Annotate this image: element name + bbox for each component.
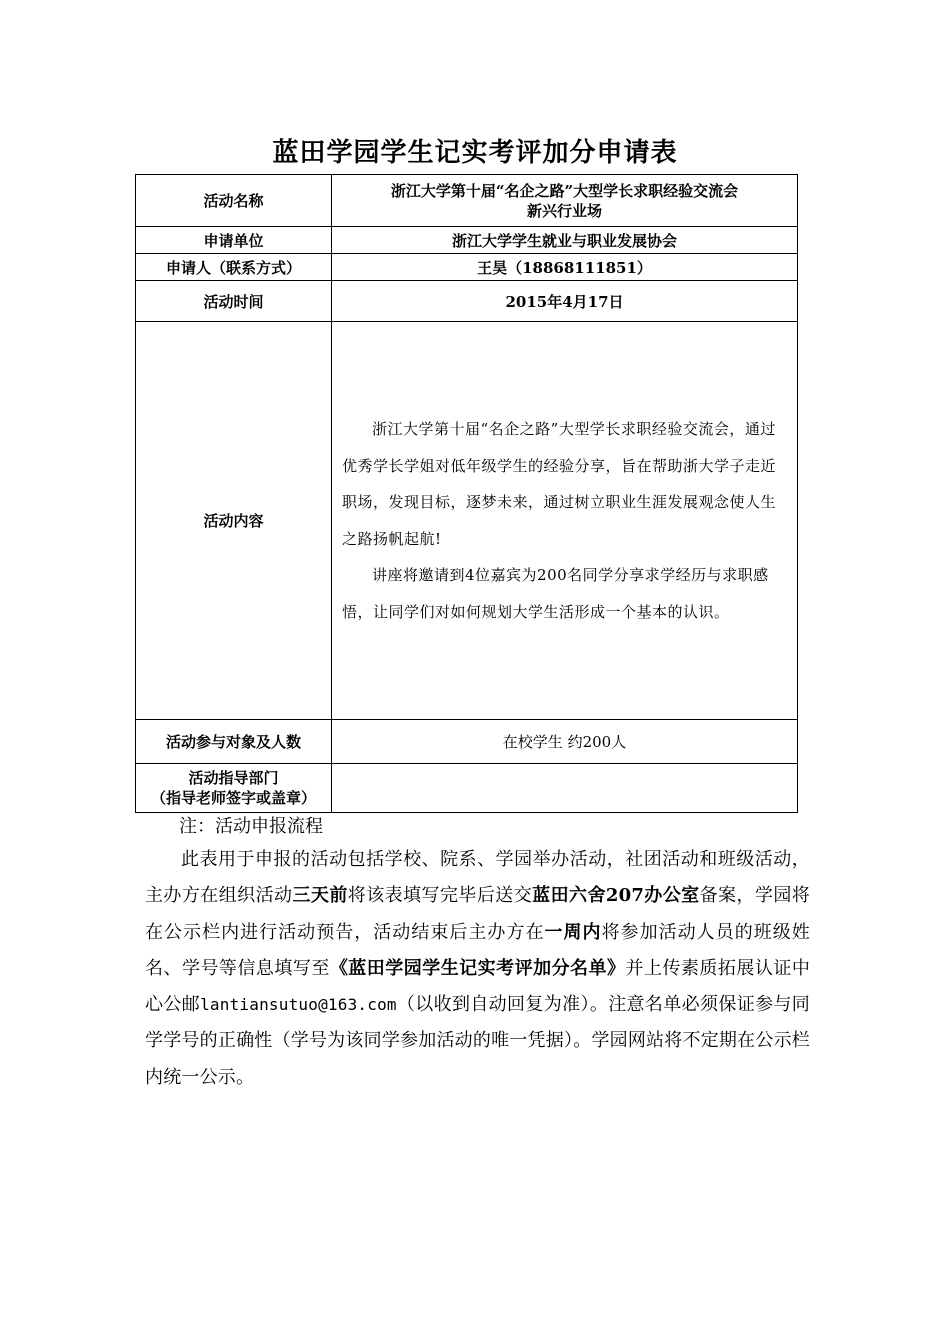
application-form-table: [135, 174, 798, 813]
label-activity-name: 活动名称: [136, 175, 332, 227]
value-applicant: 王昊（18868111851）: [332, 254, 798, 281]
row-activity-name: [136, 175, 798, 227]
value-applicant-unit: 浙江大学学生就业与职业发展协会: [332, 227, 798, 254]
row-participants: [136, 720, 798, 764]
value-guidance-dept: [332, 764, 798, 813]
notes-text-2: 将该表填写完毕后送交: [347, 885, 533, 907]
notes-text-6: （以收到自动回复为准）。注意名单必须保证参与同学学号的正确性（学号为该同学参加活动的唯一凭据）。学园网站将不定期在公示栏内统一公示。: [145, 994, 810, 1088]
notes-bold-one-week: 一周内: [544, 921, 602, 943]
row-guidance-dept: [136, 764, 798, 813]
content-paragraph-1: 浙江大学第十届“名企之路”大型学长求职经验交流会，通过优秀学长学姐对低年级学生的经验分享，旨在帮助浙大学子走近职场，发现目标，逐梦未来，通过树立职业生涯发展观念使人生之路扬帆起航!: [342, 420, 777, 548]
notes-email: lantiansutuo@163.com: [200, 995, 397, 1015]
value-activity-content: [332, 322, 798, 720]
label-activity-time: 活动时间: [136, 281, 332, 322]
notes-bold-office: 蓝田六舍207办公室: [532, 885, 700, 907]
row-activity-content: [136, 322, 798, 720]
content-paragraph-2: 讲座将邀请到4位嘉宾为200名同学分享求学经历与求职感悟，让同学们对如何规划大学生活形成一个基本的认识。: [342, 566, 769, 621]
guidance-dept-label-line1: 活动指导部门: [188, 769, 279, 787]
notes-text-3: 备案，学园将在公示栏内进行活动预告，活动结束后主办方在: [145, 885, 811, 943]
notes-bold-list-name: 《蓝田学园学生记实考评加分名单》: [329, 957, 626, 979]
notes-section: [145, 812, 810, 1096]
row-activity-time: [136, 281, 798, 322]
row-applicant: [136, 254, 798, 281]
notes-bold-three-days: 三天前: [292, 885, 348, 907]
value-activity-name: [332, 175, 798, 227]
notes-text-4: 将参加活动人员的班级姓名、学号等信息填写至: [145, 921, 810, 979]
value-activity-time: 2015年4月17日: [332, 281, 798, 322]
notes-body: [145, 842, 810, 1096]
page-title: 蓝田学园学生记实考评加分申请表: [272, 138, 678, 168]
value-participants: 在校学生 约200人: [332, 720, 798, 764]
activity-name-line1: 浙江大学第十届“名企之路”大型学长求职经验交流会: [390, 181, 739, 200]
label-participants: 活动参与对象及人数: [136, 720, 332, 764]
row-applicant-unit: [136, 227, 798, 254]
label-guidance-dept: [136, 764, 332, 813]
label-applicant-unit: 申请单位: [136, 227, 332, 254]
notes-text-1: 此表用于申报的活动包括学校、院系、学园举办活动，社团活动和班级活动，主办方在组织活动: [145, 849, 810, 907]
label-activity-content: 活动内容: [136, 322, 332, 720]
notes-heading: 注：活动申报流程: [179, 816, 323, 837]
guidance-dept-label-line2: （指导老师签字或盖章）: [150, 789, 316, 807]
label-applicant: 申请人（联系方式）: [136, 254, 332, 281]
activity-name-line2: 新兴行业场: [526, 201, 602, 220]
notes-text-5: 并上传素质拓展认证中心公邮: [145, 957, 811, 1016]
